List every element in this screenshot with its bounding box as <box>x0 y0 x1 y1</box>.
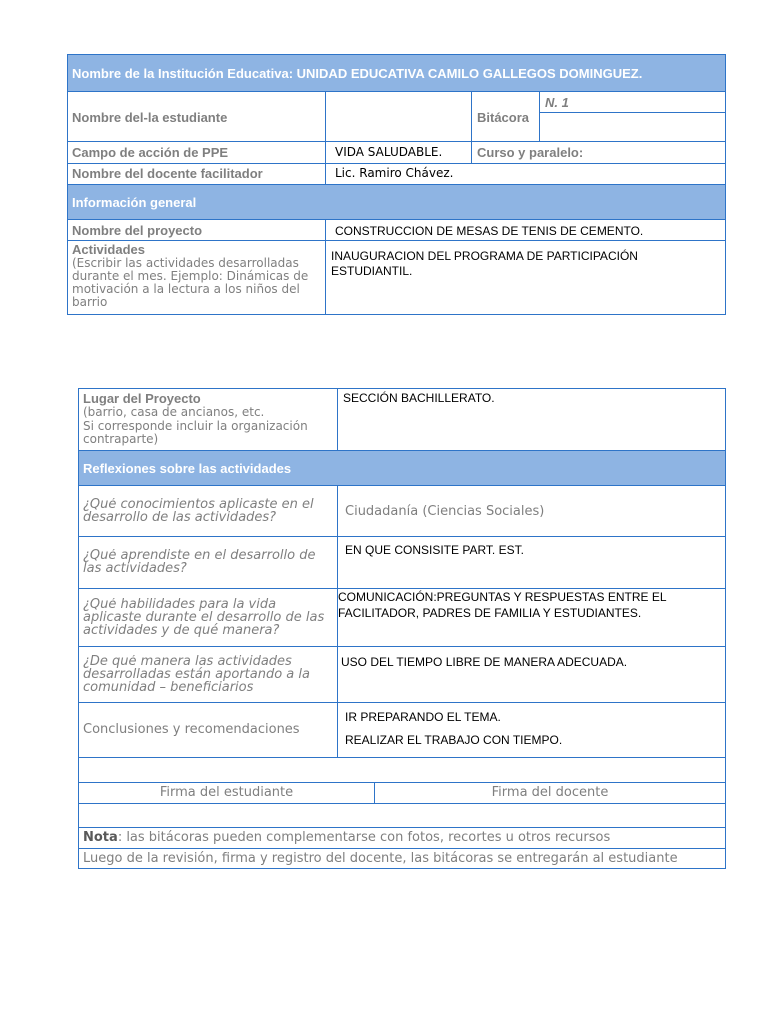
docente-value: Lic. Ramiro Chávez. <box>335 166 454 180</box>
campo-label: Campo de acción de PPE <box>72 145 229 160</box>
actividades-hint: (Escribir las actividades desarrolladas durante el mes. Ejemplo: Dinámicas de motivación a la lectura a los niños del barrio <box>72 257 309 309</box>
nota-label: Nota <box>83 830 118 845</box>
docente-label: Nombre del docente facilitador <box>72 166 263 181</box>
answer-2: EN QUE CONSISITE PART. EST. <box>345 543 524 557</box>
question-4: ¿De qué manera las actividades desarrolladas están aportando a la comunidad – beneficiarios <box>83 655 310 694</box>
reflexiones-title: Reflexiones sobre las actividades <box>83 461 292 476</box>
nota-row <box>83 830 610 845</box>
question-2: ¿Qué aprendiste en el desarrollo de las actividades? <box>83 549 316 575</box>
conclusion-1: IR PREPARANDO EL TEMA. <box>345 710 501 724</box>
proyecto-label: Nombre del proyecto <box>72 223 203 238</box>
actividades-value: INAUGURACION DEL PROGRAMA DE PARTICIPACIÓN ESTUDIANTIL. <box>331 249 638 278</box>
bitacora-number: N. 1 <box>545 95 569 110</box>
question-3: ¿Qué habilidades para la vida aplicaste durante el desarrollo de las actividades y de qué manera? <box>83 598 325 637</box>
firma-estudiante: Firma del estudiante <box>159 785 294 800</box>
answer-1: Ciudadanía (Ciencias Sociales) <box>345 504 545 519</box>
lugar-value: SECCIÓN BACHILLERATO. <box>343 391 495 405</box>
lugar-label: Lugar del Proyecto <box>83 391 201 406</box>
answer-4: USO DEL TIEMPO LIBRE DE MANERA ADECUADA. <box>341 655 628 669</box>
institution-name: Nombre de la Institución Educativa: UNIDAD EDUCATIVA CAMILO GALLEGOS DOMINGUEZ. <box>72 66 643 81</box>
campo-value: VIDA SALUDABLE. <box>335 145 443 159</box>
firma-docente: Firma del docente <box>491 785 609 800</box>
lugar-hint-2: Si corresponde incluir la organización contraparte) <box>83 420 308 446</box>
reflections-table <box>78 388 726 869</box>
nota-text: : las bitácoras pueden complementarse con fotos, recortes u otros recursos <box>117 830 611 845</box>
answer-3: COMUNICACIÓN:PREGUNTAS Y RESPUESTAS ENTRE EL FACILITADOR, PADRES DE FAMILIA Y ESTUDIANTES. <box>338 590 667 620</box>
conclusion-2: REALIZAR EL TRABAJO CON TIEMPO. <box>345 733 563 747</box>
actividades-label: Actividades <box>72 242 145 257</box>
entrega-text: Luego de la revisión, firma y registro del docente, las bitácoras se entregarán al estudiante <box>83 851 678 866</box>
student-name-label: Nombre del-la estudiante <box>72 110 228 125</box>
proyecto-value: CONSTRUCCION DE MESAS DE TENIS DE CEMENTO. <box>335 224 644 238</box>
bitacora-label: Bitácora <box>477 110 530 125</box>
student-name-value[interactable] <box>330 95 468 139</box>
lugar-hint-1: (barrio, casa de ancianos, etc. <box>83 406 265 419</box>
conclusiones-label: Conclusiones y recomendaciones <box>83 722 300 737</box>
question-1: ¿Qué conocimientos aplicaste en el desarrollo de las actividades? <box>83 498 314 524</box>
general-info-table <box>67 54 726 315</box>
info-general-title: Información general <box>72 195 197 210</box>
curso-label: Curso y paralelo: <box>477 145 584 160</box>
